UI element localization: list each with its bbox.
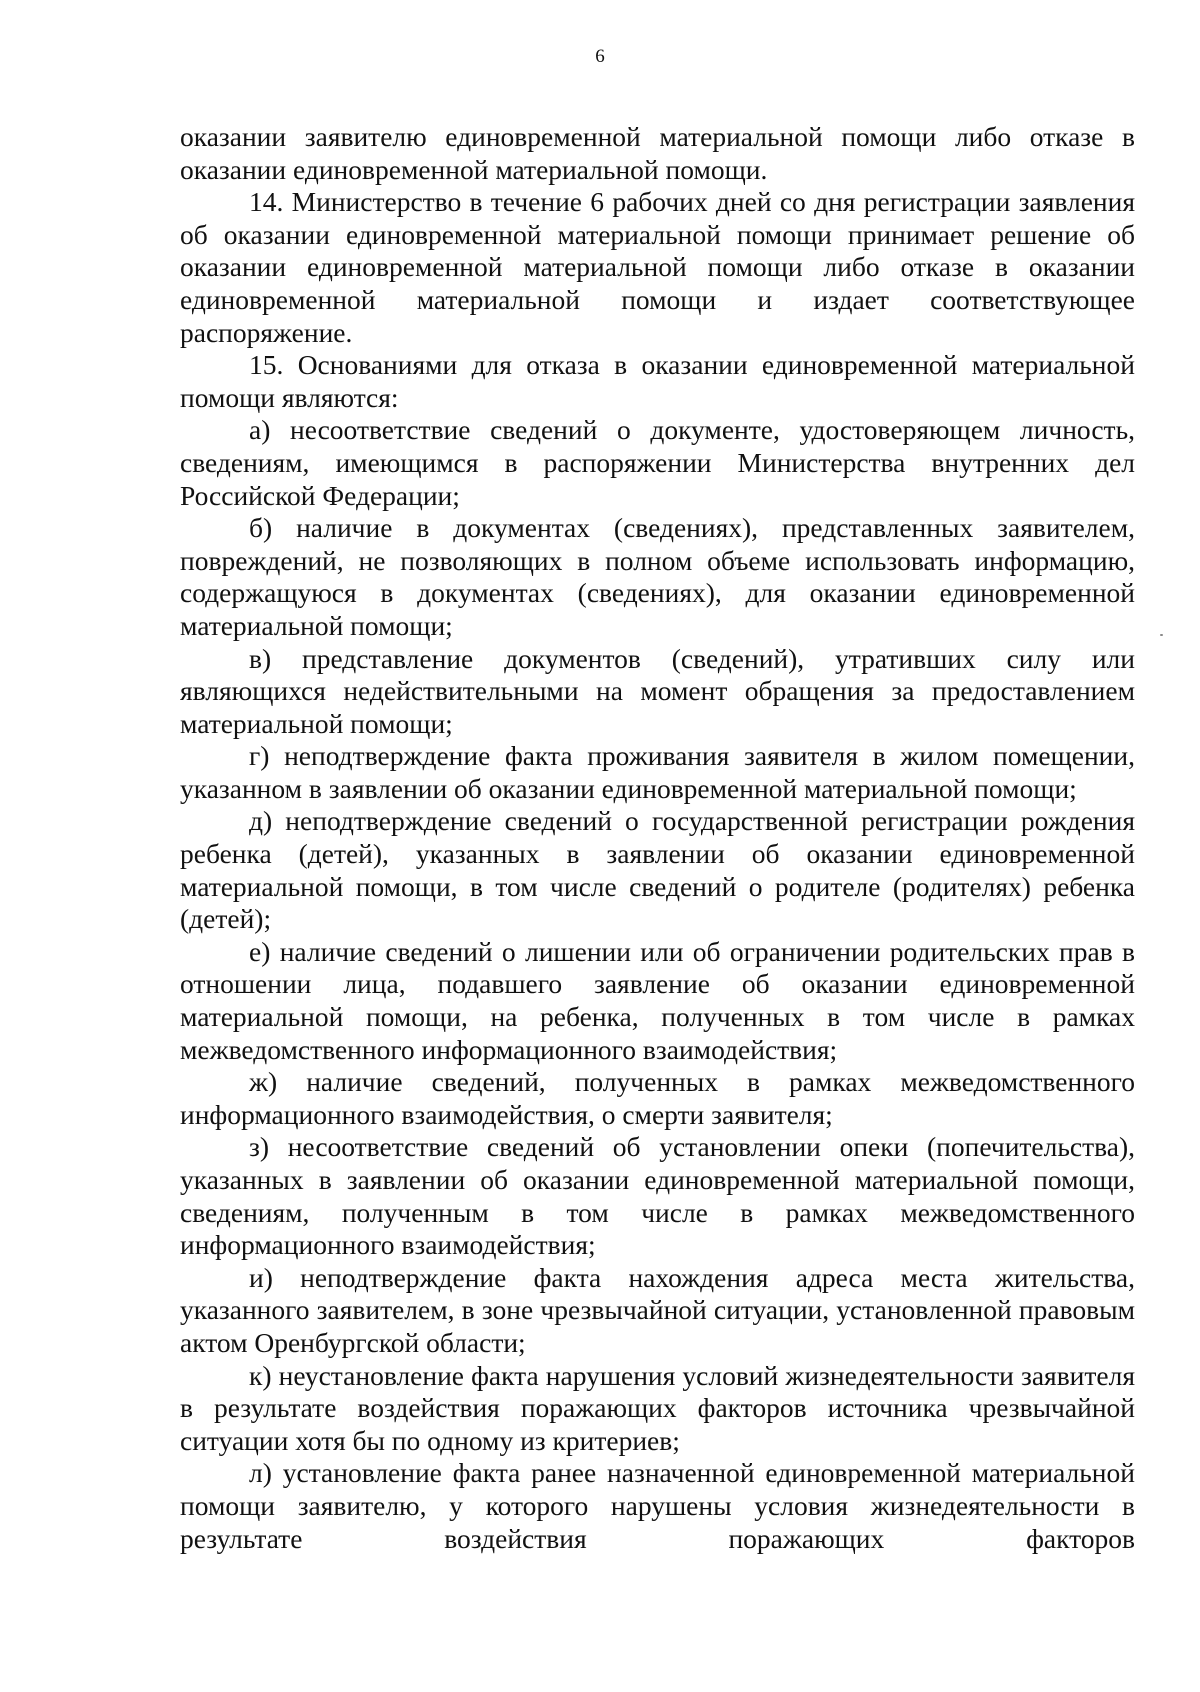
paragraph-clause-14: 14. Министерство в течение 6 рабочих дней со дня регистрации заявления об оказании единовременной материальной помощи принимает решение об оказании единовременной материальной помощи либо отказе в оказании единовременной материальной помощи и издает соответствующее распоряжение.	[180, 186, 1135, 348]
scan-speck	[1160, 634, 1163, 636]
paragraph-item-l: л) установление факта ранее назначенной единовременной материальной помощи заявителю, у которого нарушены условия жизнедеятельности в результате воздействия поражающих факторов	[180, 1457, 1135, 1554]
paragraph-item-a: а) несоответствие сведений о документе, удостоверяющем личность, сведениям, имеющимся в распоряжении Министерства внутренних дел Российской Федерации;	[180, 414, 1135, 511]
paragraph-clause-15: 15. Основаниями для отказа в оказании единовременной материальной помощи являются:	[180, 349, 1135, 413]
paragraph-item-g: г) неподтверждение факта проживания заявителя в жилом помещении, указанном в заявлении об оказании единовременной материальной помощи;	[180, 740, 1135, 804]
paragraph-item-d: д) неподтверждение сведений о государственной регистрации рождения ребенка (детей), указанных в заявлении об оказании единовременной материальной помощи, в том числе сведений о родителе (родителях) ребенка (детей);	[180, 805, 1135, 935]
paragraph-item-zh: ж) наличие сведений, полученных в рамках межведомственного информационного взаимодействия, о смерти заявителя;	[180, 1066, 1135, 1130]
paragraph-item-k: к) неустановление факта нарушения условий жизнедеятельности заявителя в результате воздействия поражающих факторов источника чрезвычайной ситуации хотя бы по одному из критериев;	[180, 1359, 1135, 1456]
paragraph-continuation: оказании заявителю единовременной материальной помощи либо отказе в оказании единовременной материальной помощи.	[180, 121, 1135, 185]
document-body	[180, 121, 1135, 1555]
paragraph-item-b: б) наличие в документах (сведениях), представленных заявителем, повреждений, не позволяющих в полном объеме использовать информацию, содержащуюся в документах (сведениях), для оказании единовременной материальной помощи;	[180, 512, 1135, 641]
paragraph-item-e: е) наличие сведений о лишении или об ограничении родительских прав в отношении лица, подавшего заявление об оказании единовременной материальной помощи, на ребенка, полученных в том числе в рамках межведомственного информационного взаимодействия;	[180, 935, 1135, 1065]
paragraph-item-v: в) представление документов (сведений), утративших силу или являющихся недействительными на момент обращения за предоставлением материальной помощи;	[180, 642, 1135, 739]
paragraph-item-z: з) несоответствие сведений об установлении опеки (попечительства), указанных в заявлении об оказании единовременной материальной помощи, сведениям, полученным в том числе в рамках межведомственного информационного взаимодействия;	[180, 1131, 1135, 1261]
paragraph-item-i: и) неподтверждение факта нахождения адреса места жительства, указанного заявителем, в зоне чрезвычайной ситуации, установленной правовым актом Оренбургской области;	[180, 1261, 1135, 1358]
page-number: 6	[595, 46, 605, 67]
